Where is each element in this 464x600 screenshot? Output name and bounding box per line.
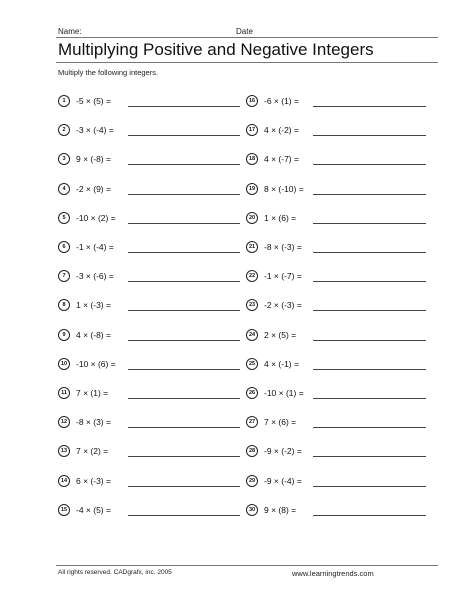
problem-expression: 7 × (1) = [76, 388, 109, 398]
problem-item [246, 241, 446, 257]
problem-number: 23 [246, 299, 258, 311]
problem-item [246, 387, 446, 403]
problem-number: 13 [58, 445, 70, 457]
problem-item [246, 212, 446, 228]
problem-expression: 1 × (-3) = [76, 300, 111, 311]
answer-line[interactable] [128, 398, 240, 399]
problem-item [246, 358, 446, 374]
answer-line[interactable] [128, 281, 240, 282]
problem-item [246, 329, 446, 345]
problem-expression: 4 × (-2) = [264, 125, 299, 136]
header-top-line [56, 37, 438, 38]
problem-number: 4 [58, 183, 70, 195]
problem-expression: 4 × (-1) = [264, 358, 299, 369]
problem-item [58, 153, 258, 169]
problem-item [58, 358, 258, 374]
problem-number: 21 [246, 241, 258, 253]
problem-number: 1 [58, 95, 70, 107]
problem-number: 24 [246, 329, 258, 341]
problem-number: 16 [246, 95, 258, 107]
date-label: Date [236, 27, 253, 36]
problem-number: 2 [58, 124, 70, 136]
problem-number: 25 [246, 358, 258, 370]
answer-line[interactable] [128, 106, 240, 107]
problem-number: 22 [246, 270, 258, 282]
problem-expression: 6 × (-3) = [76, 475, 111, 486]
answer-line[interactable] [313, 515, 426, 516]
problem-item [58, 95, 258, 111]
problem-item [246, 416, 446, 432]
problem-expression: -1 × (-7) = [264, 271, 302, 282]
problem-item [58, 241, 258, 257]
answer-line[interactable] [128, 369, 240, 370]
footer-line [56, 565, 438, 566]
problem-item [246, 475, 446, 491]
title-underline [56, 62, 438, 63]
problem-number: 5 [58, 212, 70, 224]
problem-expression: 2 × (5) = [264, 329, 297, 340]
problem-expression: 9 × (-8) = [76, 154, 111, 165]
answer-line[interactable] [128, 164, 240, 165]
problem-item [58, 212, 258, 228]
name-label: Name: [58, 27, 82, 36]
answer-line[interactable] [313, 135, 426, 136]
problem-expression: -6 × (1) = [264, 96, 299, 106]
answer-line[interactable] [313, 223, 426, 224]
answer-line[interactable] [128, 252, 240, 253]
answer-line[interactable] [128, 515, 240, 516]
answer-line[interactable] [313, 281, 426, 282]
problem-expression: -2 × (9) = [76, 183, 111, 194]
problem-expression: -9 × (-4) = [264, 475, 302, 486]
instructions: Multiply the following integers. [58, 68, 159, 77]
problem-number: 6 [58, 241, 70, 253]
problem-expression: -10 × (6) = [76, 358, 116, 369]
page-title: Multiplying Positive and Negative Integers [58, 40, 374, 59]
problem-number: 12 [58, 416, 70, 428]
problem-number: 28 [246, 445, 258, 457]
problem-expression: -8 × (-3) = [264, 242, 302, 252]
answer-line[interactable] [128, 340, 240, 341]
problem-expression: -3 × (-6) = [76, 271, 114, 282]
problem-item [58, 475, 258, 491]
problem-item [58, 504, 258, 520]
problem-item [58, 270, 258, 286]
problem-number: 20 [246, 212, 258, 224]
problem-expression: -8 × (3) = [76, 417, 111, 428]
problem-item [246, 124, 446, 140]
answer-line[interactable] [313, 456, 426, 457]
problem-number: 3 [58, 153, 70, 165]
problem-expression: 8 × (-10) = [264, 183, 304, 194]
answer-line[interactable] [128, 194, 240, 195]
problem-number: 7 [58, 270, 70, 282]
problem-item [58, 416, 258, 432]
answer-line[interactable] [128, 427, 240, 428]
problem-expression: -3 × (-4) = [76, 125, 114, 136]
answer-line[interactable] [313, 106, 426, 107]
problem-item [58, 387, 258, 403]
problem-item [246, 299, 446, 315]
problem-item [58, 183, 258, 199]
answer-line[interactable] [128, 310, 240, 311]
problem-expression: -9 × (-2) = [264, 446, 302, 457]
problem-expression: -2 × (-3) = [264, 300, 302, 311]
problem-number: 27 [246, 416, 258, 428]
answer-line[interactable] [313, 369, 426, 370]
answer-line[interactable] [313, 398, 426, 399]
problem-number: 11 [58, 387, 70, 399]
answer-line[interactable] [128, 456, 240, 457]
problem-expression: 7 × (6) = [264, 417, 297, 428]
problem-expression: -5 × (5) = [76, 96, 111, 106]
problem-number: 19 [246, 183, 258, 195]
problem-expression: -4 × (5) = [76, 504, 111, 515]
answer-line[interactable] [128, 223, 240, 224]
footer-copyright: All rights reserved. CADgrafx, inc. 2005 [58, 569, 172, 576]
problem-expression: 1 × (6) = [264, 212, 297, 223]
problem-item [246, 504, 446, 520]
problem-expression: 4 × (-7) = [264, 154, 299, 165]
footer-website: www.learningtrends.com [292, 569, 374, 578]
problem-item [58, 299, 258, 315]
problem-item [246, 270, 446, 286]
problem-expression: 7 × (2) = [76, 446, 109, 457]
problem-expression: 4 × (-8) = [76, 329, 111, 340]
problem-number: 10 [58, 358, 70, 370]
answer-line[interactable] [128, 486, 240, 487]
answer-line[interactable] [313, 427, 426, 428]
answer-line[interactable] [313, 252, 426, 253]
problem-number: 29 [246, 475, 258, 487]
problem-expression: -10 × (2) = [76, 212, 116, 223]
problem-expression: -10 × (1) = [264, 388, 304, 398]
problem-item [58, 329, 258, 345]
problem-item [58, 445, 258, 461]
problem-expression: 9 × (8) = [264, 504, 297, 515]
problem-number: 14 [58, 475, 70, 487]
answer-line[interactable] [313, 194, 426, 195]
problem-item [246, 153, 446, 169]
problem-item [246, 183, 446, 199]
problem-number: 26 [246, 387, 258, 399]
answer-line[interactable] [313, 310, 426, 311]
problem-number: 30 [246, 504, 258, 516]
problem-number: 15 [58, 504, 70, 516]
answer-line[interactable] [128, 135, 240, 136]
problem-number: 18 [246, 153, 258, 165]
answer-line[interactable] [313, 164, 426, 165]
problem-number: 8 [58, 299, 70, 311]
answer-line[interactable] [313, 486, 426, 487]
problem-expression: -1 × (-4) = [76, 242, 114, 252]
problem-item [246, 95, 446, 111]
problem-number: 9 [58, 329, 70, 341]
problem-number: 17 [246, 124, 258, 136]
problem-item [246, 445, 446, 461]
problem-item [58, 124, 258, 140]
answer-line[interactable] [313, 340, 426, 341]
